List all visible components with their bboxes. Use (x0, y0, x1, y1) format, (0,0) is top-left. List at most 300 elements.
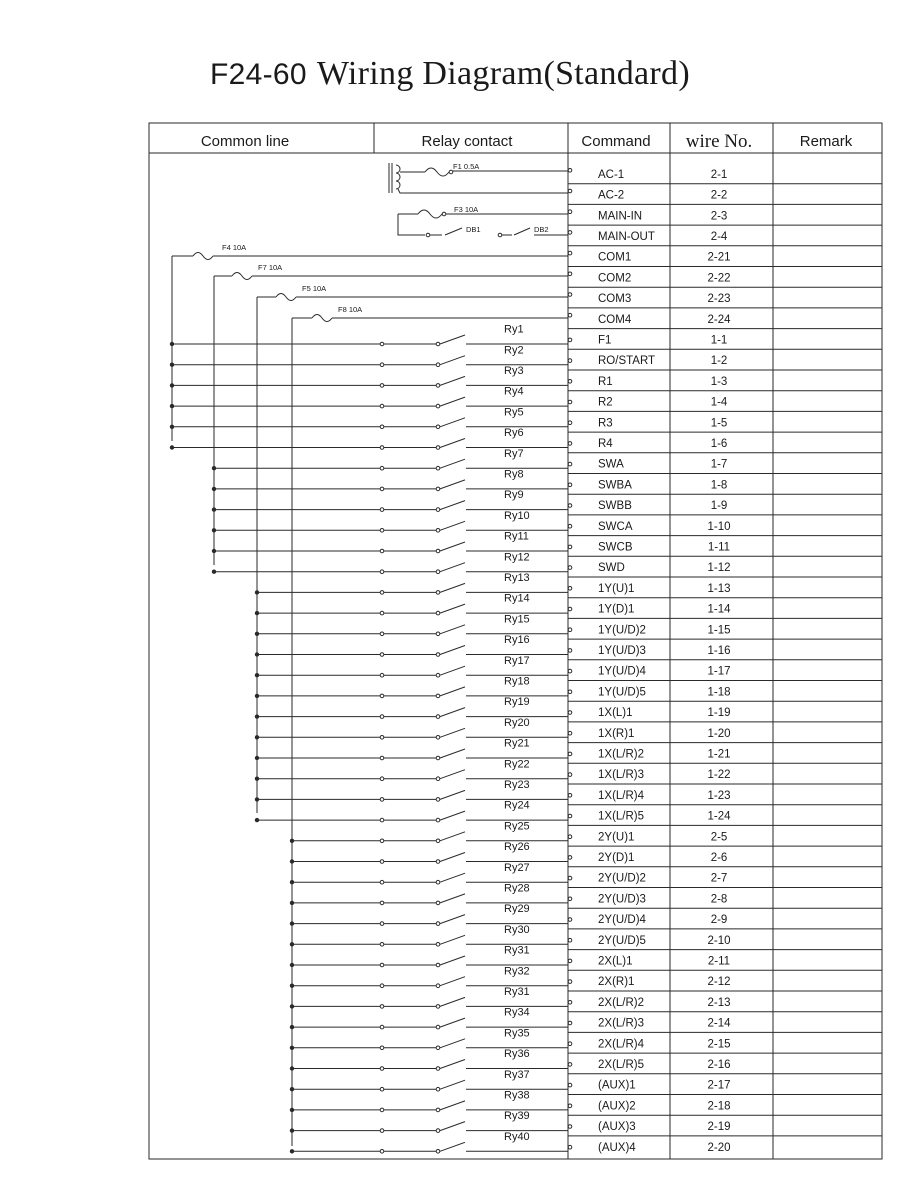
terminal-icon (568, 1125, 572, 1129)
relay-label: Ry37 (504, 1068, 530, 1081)
relay-switch-icon (440, 997, 465, 1006)
relay-switch-icon (440, 832, 465, 841)
command-label: 2Y(U/D)2 (598, 872, 646, 885)
switch-pivot-icon (436, 632, 440, 636)
terminal-icon (568, 711, 572, 715)
contact-terminal-icon (380, 363, 384, 367)
switch-pivot-icon (436, 984, 440, 988)
switch-pivot-icon (436, 342, 440, 346)
wire-number: 2-10 (707, 934, 731, 947)
junction-dot (290, 963, 294, 967)
command-label: (AUX)2 (598, 1100, 636, 1113)
relay-label: Ry12 (504, 551, 530, 564)
db2-label: DB2 (534, 225, 549, 234)
wire-number: 2-11 (707, 955, 731, 968)
switch-pivot-icon (436, 1005, 440, 1009)
wire-number: 2-23 (707, 293, 731, 306)
switch-pivot-icon (436, 1025, 440, 1029)
command-label: 1X(L/R)2 (598, 748, 645, 761)
contact-terminal-icon (380, 756, 384, 760)
wire-number: 1-13 (707, 582, 731, 595)
switch-pivot-icon (436, 549, 440, 553)
relay-switch-icon (440, 583, 465, 592)
switch-pivot-icon (436, 963, 440, 967)
junction-dot (290, 942, 294, 946)
command-label: 1Y(U/D)4 (598, 665, 646, 678)
relay-switch-icon (440, 708, 465, 717)
terminal-icon (568, 731, 572, 735)
relay-switch-icon (440, 1060, 465, 1069)
relay-switch-icon (440, 853, 465, 862)
junction-dot (290, 1066, 294, 1070)
switch-pivot-icon (436, 839, 440, 843)
wire-number: 1-9 (710, 500, 728, 513)
junction-dot (290, 1087, 294, 1091)
junction-dot (212, 528, 216, 532)
junction-dot (290, 1004, 294, 1008)
junction-dot (170, 404, 174, 408)
terminal-icon (568, 1042, 572, 1046)
switch-pivot-icon (436, 818, 440, 822)
relay-label: Ry25 (504, 820, 530, 833)
fuse-f7-icon (232, 273, 252, 280)
switch-pivot-icon (436, 860, 440, 864)
command-label: 2X(L/R)5 (598, 1059, 645, 1071)
junction-dot (212, 466, 216, 470)
fuse-f3-label: F3 10A (454, 205, 479, 214)
relay-switch-icon (440, 935, 465, 944)
contact-terminal-icon (380, 1108, 384, 1112)
junction-dot (170, 342, 174, 346)
relay-switch-icon (440, 563, 465, 572)
relay-switch-icon (440, 956, 465, 965)
fuse-f1-label: F1 0.5A (453, 162, 480, 171)
contact-terminal-icon (380, 570, 384, 574)
relay-label: Ry1 (504, 323, 524, 336)
wire-number: 2-9 (710, 914, 728, 927)
command-label: 1Y(D)1 (598, 603, 635, 616)
relay-label: Ry36 (504, 1048, 530, 1061)
switch-pivot-icon (436, 777, 440, 781)
switch-pivot-icon (436, 756, 440, 760)
junction-dot (212, 507, 216, 511)
command-label: SWA (598, 458, 624, 471)
relay-label: Ry40 (504, 1130, 530, 1143)
contact-terminal-icon (380, 611, 384, 615)
junction-dot (255, 673, 259, 677)
switch-pivot-icon (436, 901, 440, 905)
command-label: SWCA (598, 520, 633, 533)
contact-terminal-icon (380, 694, 384, 698)
contact-terminal-icon (380, 508, 384, 512)
command-label: 2Y(U/D)5 (598, 934, 646, 947)
command-label: 2Y(U/D)4 (598, 914, 646, 927)
relay-switch-icon (440, 521, 465, 530)
relay-switch-icon (440, 1039, 465, 1048)
terminal-icon (568, 607, 572, 611)
terminal-icon (568, 442, 572, 446)
junction-dot (290, 1025, 294, 1029)
switch-pivot-icon (436, 653, 440, 657)
junction-dot (255, 797, 259, 801)
fuse-f4-icon (193, 253, 213, 260)
relay-switch-icon (440, 1018, 465, 1027)
wire-number: 2-3 (710, 210, 728, 223)
terminal-icon (568, 773, 572, 777)
command-label: RO/START (598, 355, 656, 368)
terminal-icon (568, 400, 572, 404)
junction-dot (170, 425, 174, 429)
relay-label: Ry17 (504, 654, 530, 667)
terminal-icon (568, 1104, 572, 1108)
relay-label: Ry3 (504, 365, 524, 377)
relay-label: Ry24 (504, 799, 530, 812)
junction-dot (212, 487, 216, 491)
terminal-icon (568, 669, 572, 673)
relay-switch-icon (440, 728, 465, 737)
junction-dot (212, 570, 216, 574)
relay-switch-icon (440, 749, 465, 758)
contact-terminal-icon (380, 1046, 384, 1050)
contact-terminal-icon (380, 839, 384, 843)
relay-switch-icon (440, 915, 465, 924)
relay-label: Ry8 (504, 468, 524, 481)
command-label: MAIN-IN (598, 210, 643, 223)
wire-number: 1-16 (707, 645, 731, 657)
command-label: SWD (598, 562, 625, 575)
junction-dot (170, 383, 174, 387)
contact-terminal-icon (380, 529, 384, 533)
terminal-icon (568, 1063, 572, 1067)
switch-pivot-icon (436, 508, 440, 512)
wire-number: 1-12 (707, 562, 731, 575)
switch-pivot-icon (436, 529, 440, 533)
relay-label: Ry31 (504, 944, 530, 957)
command-label: 1X(L/R)4 (598, 789, 645, 802)
command-label: 1Y(U/D)5 (598, 686, 646, 699)
terminal-icon (568, 628, 572, 632)
terminal-icon (568, 1145, 572, 1149)
relay-switch-icon (440, 604, 465, 613)
terminal-icon (568, 313, 572, 317)
relay-switch-icon (440, 335, 465, 344)
relay-switch-icon (440, 687, 465, 696)
contact-terminal-icon (380, 1025, 384, 1029)
relay-switch-icon (440, 439, 465, 448)
wire-number: 1-22 (707, 769, 731, 782)
command-label: (AUX)3 (598, 1121, 636, 1134)
terminal-icon (568, 835, 572, 839)
model-code: F24-60 (210, 58, 307, 91)
db2-switch-icon (514, 228, 530, 235)
command-label: AC-2 (598, 189, 625, 202)
relay-label: Ry29 (504, 903, 530, 916)
contact-terminal-icon (380, 880, 384, 884)
junction-dot (290, 839, 294, 843)
terminal-icon (568, 649, 572, 653)
relay-label: Ry28 (504, 882, 530, 895)
relay-switch-icon (440, 376, 465, 385)
terminal-icon (568, 1001, 572, 1005)
junction-dot (255, 735, 259, 739)
contact-terminal-icon (380, 1067, 384, 1071)
contact-terminal-icon (380, 653, 384, 657)
relay-label: Ry20 (504, 716, 530, 729)
relay-label: Ry2 (504, 344, 524, 357)
relay-switch-icon (440, 646, 465, 655)
contact-terminal-icon (380, 1129, 384, 1133)
wire-number: 1-1 (710, 334, 728, 347)
switch-pivot-icon (436, 1067, 440, 1071)
wire-number: 2-20 (707, 1141, 731, 1154)
command-label: 2X(L)1 (598, 955, 633, 968)
wire-number: 1-4 (710, 396, 728, 409)
junction-dot (290, 1108, 294, 1112)
wire-number: 1-11 (707, 541, 731, 554)
terminal-icon (568, 169, 572, 173)
command-label: F1 (598, 334, 612, 347)
terminal-icon (568, 959, 572, 963)
fuse-f4-label: F4 10A (222, 243, 247, 252)
relay-label: Ry23 (504, 779, 530, 791)
contact-terminal-icon (380, 446, 384, 450)
terminal-icon (568, 251, 572, 255)
command-label: 1X(L/R)5 (598, 810, 645, 823)
switch-pivot-icon (436, 1046, 440, 1050)
terminal-icon (568, 856, 572, 860)
contact-terminal-icon (380, 632, 384, 636)
fuse-f8-label: F8 10A (338, 305, 363, 314)
contact-terminal-icon (380, 818, 384, 822)
relay-label: Ry16 (504, 634, 530, 647)
relay-switch-icon (440, 977, 465, 986)
wire-number: 2-15 (707, 1038, 731, 1051)
terminal-icon (568, 231, 572, 235)
command-label: 2Y(U/D)3 (598, 893, 646, 906)
terminal-icon (568, 587, 572, 591)
relay-switch-icon (440, 418, 465, 427)
relay-label: Ry21 (504, 737, 530, 750)
switch-pivot-icon (436, 736, 440, 740)
relay-switch-icon (440, 1080, 465, 1089)
transformer-icon (389, 163, 400, 193)
header-common-line: Common line (200, 133, 290, 150)
relay-switch-icon (440, 480, 465, 489)
command-label: (AUX)1 (598, 1079, 636, 1092)
junction-dot (255, 590, 259, 594)
relay-label: Ry26 (504, 841, 530, 854)
contact-terminal-icon (380, 777, 384, 781)
contact-terminal-icon (380, 673, 384, 677)
db1-switch-icon (445, 228, 462, 235)
wire-number: 1-7 (710, 458, 728, 471)
command-label: 2X(R)1 (598, 976, 635, 989)
terminal-icon (568, 338, 572, 342)
fuse-f5-label: F5 10A (302, 284, 327, 293)
contact-terminal-icon (380, 984, 384, 988)
contact-terminal-icon (380, 384, 384, 388)
command-label: 2X(L/R)4 (598, 1038, 645, 1051)
wire-number: 1-15 (707, 624, 731, 637)
contact-terminal-icon (380, 922, 384, 926)
command-label: 2X(L/R)3 (598, 1017, 645, 1030)
switch-pivot-icon (436, 363, 440, 367)
relay-label: Ry11 (504, 530, 529, 543)
relay-switch-icon (440, 397, 465, 406)
relay-label: Ry10 (504, 509, 530, 522)
wire-number: 1-5 (710, 417, 728, 430)
wire-number: 2-8 (710, 893, 728, 906)
terminal-icon (568, 462, 572, 466)
relay-label: Ry14 (504, 592, 530, 605)
terminal-icon (568, 524, 572, 528)
relay-switch-icon (440, 811, 465, 820)
command-label: R1 (598, 375, 613, 388)
wire-number: 2-19 (707, 1121, 731, 1134)
relay-label: Ry31 (504, 986, 530, 998)
wire-number: 1-18 (707, 686, 731, 699)
switch-pivot-icon (436, 673, 440, 677)
terminal-icon (568, 794, 572, 798)
wire-number: 1-21 (707, 748, 731, 761)
relay-label: Ry9 (504, 489, 524, 502)
command-label: 1Y(U/D)3 (598, 645, 646, 657)
wire-number: 2-4 (710, 231, 728, 243)
wire-number: 1-20 (707, 727, 731, 740)
fuse-f7-label: F7 10A (258, 263, 283, 272)
switch-pivot-icon (436, 384, 440, 388)
junction-dot (255, 652, 259, 656)
command-label: 1Y(U/D)2 (598, 624, 646, 637)
switch-pivot-icon (436, 611, 440, 615)
terminal-icon (568, 359, 572, 363)
junction-dot (255, 777, 259, 781)
switch-pivot-icon (436, 466, 440, 470)
junction-dot (290, 880, 294, 884)
terminal-icon (568, 272, 572, 276)
relay-label: Ry22 (504, 758, 530, 771)
wire-number: 2-18 (707, 1100, 731, 1113)
wire-number: 2-22 (707, 272, 731, 285)
relay-switch-icon (440, 542, 465, 551)
command-label: R3 (598, 417, 613, 430)
wire-number: 1-23 (707, 789, 731, 802)
contact-terminal-icon (380, 1150, 384, 1154)
relay-label: Ry13 (504, 572, 530, 584)
switch-pivot-icon (436, 1108, 440, 1112)
command-label: SWBB (598, 500, 632, 513)
contact-terminal-icon (380, 901, 384, 905)
relay-label: Ry7 (504, 447, 524, 460)
terminal-icon (568, 814, 572, 818)
command-label: 1Y(U)1 (598, 582, 635, 595)
relay-label: Ry39 (504, 1110, 530, 1123)
terminal-icon (568, 918, 572, 922)
switch-pivot-icon (436, 1129, 440, 1133)
command-label: MAIN-OUT (598, 231, 655, 243)
header-wire-no: wire No. (685, 131, 753, 152)
relay-label: Ry18 (504, 675, 530, 688)
relay-switch-icon (440, 459, 465, 468)
command-rows (598, 169, 731, 1154)
wire-number: 1-8 (710, 479, 728, 492)
switch-pivot-icon (436, 943, 440, 947)
wire-number: 1-10 (707, 520, 731, 533)
header-relay-contact: Relay contact (421, 133, 513, 150)
wire-number: 2-6 (710, 852, 728, 864)
terminal-icon (568, 980, 572, 984)
relay-switch-icon (440, 894, 465, 903)
contact-terminal-icon (380, 963, 384, 967)
fuse-f1-icon (425, 168, 449, 176)
wire-number: 2-24 (707, 313, 731, 326)
junction-dot (255, 611, 259, 615)
contact-terminal-icon (380, 487, 384, 491)
command-label: 1X(L)1 (598, 707, 633, 720)
contact-terminal-icon (380, 736, 384, 740)
terminal-icon (568, 897, 572, 901)
terminal-icon (568, 690, 572, 694)
terminal-icon (568, 504, 572, 508)
relay-label: Ry19 (504, 696, 530, 709)
wire-number: 1-24 (707, 810, 731, 823)
relay-switch-icon (440, 1142, 465, 1151)
contact-terminal-icon (380, 860, 384, 864)
junction-dot (170, 445, 174, 449)
wire-number: 1-14 (707, 603, 731, 616)
terminal-icon (568, 483, 572, 487)
wire-number: 2-2 (710, 189, 728, 202)
command-label: COM4 (598, 313, 632, 326)
relay-label: Ry32 (504, 965, 530, 978)
switch-pivot-icon (436, 1087, 440, 1091)
switch-pivot-icon (436, 487, 440, 491)
contact-terminal-icon (380, 591, 384, 595)
junction-dot (290, 1128, 294, 1132)
switch-pivot-icon (436, 694, 440, 698)
wire-number: 2-17 (707, 1079, 731, 1092)
command-label: COM3 (598, 293, 632, 306)
switch-pivot-icon (436, 880, 440, 884)
contact-terminal-icon (380, 342, 384, 346)
fuse-f8-icon (312, 315, 332, 322)
terminal-icon (568, 1021, 572, 1025)
switch-pivot-icon (436, 798, 440, 802)
relay-label: Ry27 (504, 861, 530, 874)
command-label: R4 (598, 438, 613, 450)
junction-dot (255, 818, 259, 822)
wire-number: 2-1 (710, 168, 728, 181)
contact-terminal-icon (380, 466, 384, 470)
terminal-icon (568, 293, 572, 297)
relay-label: Ry35 (504, 1027, 530, 1040)
command-label: 2Y(U)1 (598, 831, 635, 844)
terminal-icon (568, 545, 572, 549)
command-label: 2X(L/R)2 (598, 996, 645, 1009)
fuse-f3-icon (418, 210, 442, 218)
command-label: SWCB (598, 541, 633, 554)
terminal-icon (568, 876, 572, 880)
wire-number: 1-3 (710, 375, 728, 388)
terminal-icon (568, 421, 572, 425)
contact-terminal-icon (380, 798, 384, 802)
command-label: AC-1 (598, 168, 625, 181)
junction-dot (255, 632, 259, 636)
relay-rows (170, 169, 572, 1154)
relay-label: Ry4 (504, 385, 524, 398)
command-label: (AUX)4 (598, 1141, 636, 1154)
junction-dot (290, 901, 294, 905)
